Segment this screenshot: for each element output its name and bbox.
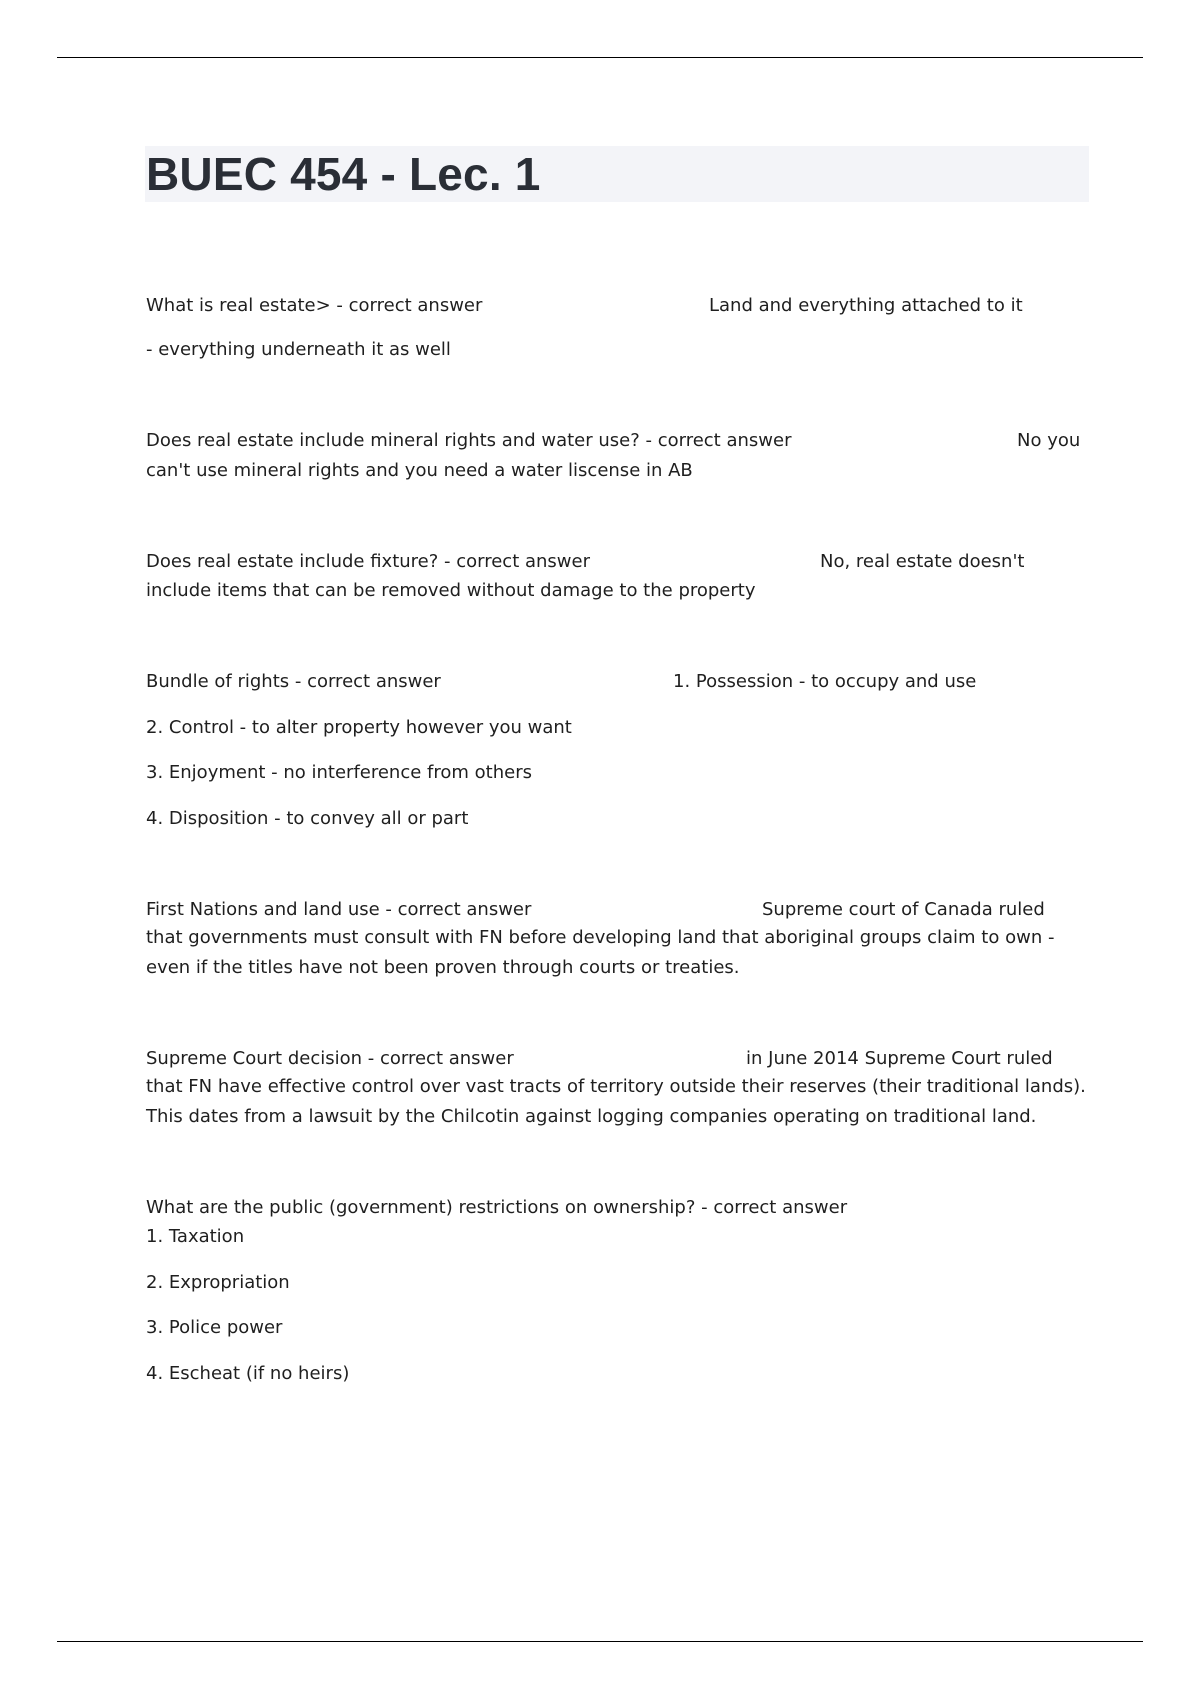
question-3: Does real estate include fixture? - correct answer [146, 551, 590, 572]
question-2: Does real estate include mineral rights and water use? - correct answer [146, 430, 792, 451]
answer-3-first: No, real estate doesn't [820, 551, 1025, 572]
question-7: What are the public (government) restrictions on ownership? - correct answer [146, 1197, 848, 1218]
page-title: BUEC 454 - Lec. 1 [146, 148, 541, 200]
top-rule [57, 57, 1143, 58]
bottom-rule [57, 1641, 1143, 1642]
answer-2-line-1: can't use mineral rights and you need a water liscense in AB [146, 460, 693, 481]
answer-4-first: 1. Possession - to occupy and use [673, 671, 977, 692]
answer-6-first: in June 2014 Supreme Court ruled [746, 1048, 1053, 1069]
question-4: Bundle of rights - correct answer [146, 671, 441, 692]
answer-3-line-1: include items that can be removed without damage to the property [146, 580, 756, 601]
answer-7-line-3: 3. Police power [146, 1317, 283, 1338]
answer-1-line-1: - everything underneath it as well [146, 339, 451, 360]
question-5: First Nations and land use - correct answer [146, 899, 532, 920]
answer-4-line-1: 2. Control - to alter property however you want [146, 717, 572, 738]
answer-5-line-2: even if the titles have not been proven through courts or treaties. [146, 957, 740, 978]
answer-6-line-2: This dates from a lawsuit by the Chilcotin against logging companies operating on traditional land. [146, 1106, 1037, 1127]
answer-7-line-2: 2. Expropriation [146, 1272, 290, 1293]
answer-1-first: Land and everything attached to it [709, 295, 1023, 316]
answer-7-line-1: 1. Taxation [146, 1226, 245, 1247]
answer-2-first: No you [1017, 430, 1081, 451]
answer-4-line-2: 3. Enjoyment - no interference from others [146, 762, 532, 783]
answer-4-line-3: 4. Disposition - to convey all or part [146, 808, 469, 829]
question-1: What is real estate> - correct answer [146, 295, 483, 316]
answer-7-line-4: 4. Escheat (if no heirs) [146, 1363, 350, 1384]
answer-5-first: Supreme court of Canada ruled [762, 899, 1045, 920]
question-6: Supreme Court decision - correct answer [146, 1048, 514, 1069]
answer-5-line-1: that governments must consult with FN before developing land that aboriginal groups claim to own - [146, 927, 1055, 948]
answer-6-line-1: that FN have effective control over vast tracts of territory outside their reserves (their traditional lands). [146, 1076, 1086, 1097]
